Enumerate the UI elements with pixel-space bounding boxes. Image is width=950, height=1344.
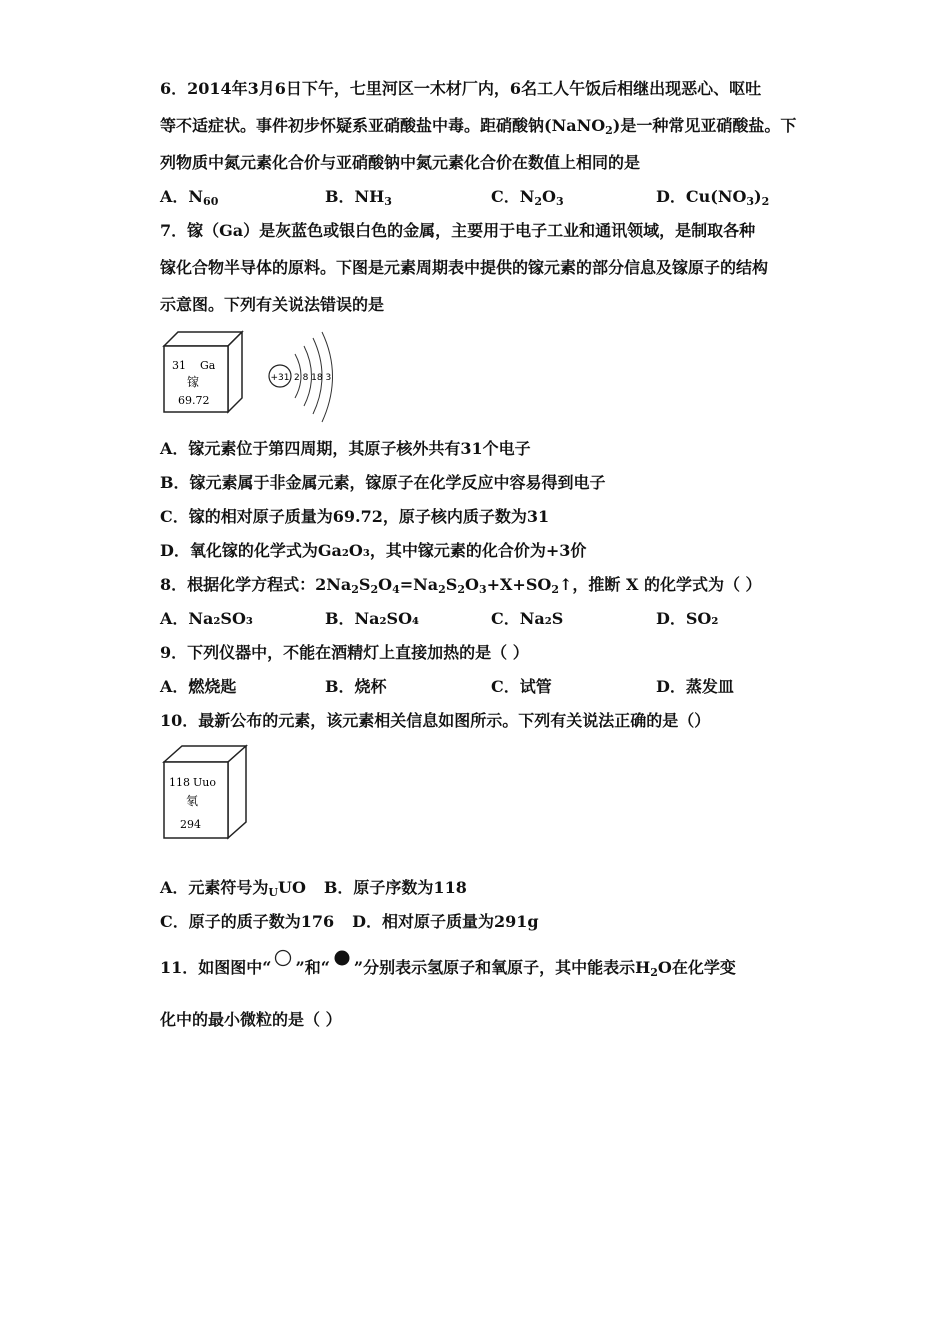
q8-option-b: B．Na₂SO₄ [325,609,420,628]
q8-sub-1: 2 [351,583,359,596]
q8-option-a: A．Na₂SO₃ [160,609,253,628]
q8-text-f: O [465,575,479,594]
q8-sub-4: 2 [438,583,446,596]
q9-option-c: C．试管 [491,677,552,696]
gallium-number: 31 [172,359,186,372]
oganesson-symbol: Uuo [193,776,216,789]
q6-line-2-text: 等不适症状。事件初步怀疑系亚硝酸盐中毒。距硝酸钠(NaNO [160,116,606,135]
q8-sub-6: 3 [478,583,487,596]
q10-line-1: 10．最新公布的元素，该元素相关信息如图所示。下列有关说法正确的是（） [160,711,711,730]
q7-option-b: B．镓元素属于非金属元素，镓原子在化学反应中容易得到电子 [160,473,606,492]
oxygen-atom-icon [330,957,354,979]
q9-line-1: 9．下列仪器中，不能在酒精灯上直接加热的是（ ） [160,643,529,662]
gallium-shells: 2 8 18 3 [294,373,332,383]
q6-line-2-sub: 2 [605,124,613,137]
q6-option-c-text: C．N [491,187,535,206]
q6-option-d [656,186,769,213]
oganesson-mass: 294 [180,818,201,831]
q6-option-a [160,186,218,213]
q6-option-d-text: D．Cu(NO [656,187,747,206]
q11-text-a: 11．如图图中“ [160,958,272,977]
q6-option-c-mid: O [542,187,556,206]
q6-option-a-text: A．N [160,187,204,206]
q8-text-c: O [378,575,393,594]
q6-option-b-sub: 3 [384,195,392,208]
q11-line-2: 化中的最小微粒的是（ ） [160,1010,342,1029]
q8-text-e: S [445,575,458,594]
q8-text-a: 8．根据化学方程式：2Na [160,575,352,594]
q8-option-c: C．Na₂S [491,609,564,628]
q6-option-a-sub: 60 [203,195,219,208]
gallium-element-card [160,328,250,414]
oganesson-name: 氡 [186,794,199,808]
q11-text-d: O在化学变 [657,958,736,977]
q8-sub-7: 2 [551,583,559,596]
q8-sub-2: 2 [370,583,379,596]
q7-line-2: 镓化合物半导体的原料。下图是元素周期表中提供的镓元素的部分信息及镓原子的结构 [160,258,769,277]
q7-line-3: 示意图。下列有关说法错误的是 [160,295,385,314]
q9-option-d: D．蒸发皿 [656,677,734,696]
q8-option-d: D．SO₂ [656,609,719,628]
q10-option-d: D．相对原子质量为291g [352,912,539,931]
q6-option-d-sub: 3 [746,195,755,208]
q9-option-a: A．燃烧匙 [160,677,237,696]
q6-line-2-tail: )是一种常见亚硝酸盐。下 [612,116,797,135]
q8-text-g: +X+SO [486,575,552,594]
q11-text-b: ”和“ [295,958,330,977]
q11-text-c: ”分别表示氢原子和氧原子，其中能表示H [353,958,651,977]
q8-text-b: S [358,575,371,594]
oganesson-element-card [160,742,252,842]
q10-option-a-tail: UO [278,878,306,897]
gallium-mass: 69.72 [178,394,210,407]
hydrogen-atom-icon [271,957,295,979]
q7-line-1: 7．镓（Ga）是灰蓝色或银白色的金属，主要用于电子工业和通讯领域，是制取各种 [160,221,756,240]
q11-line-1 [160,957,736,984]
q10-option-row-1 [160,877,467,904]
q6-line-2 [160,115,796,142]
q8-line-1 [160,574,762,601]
q6-option-d-sub2: 2 [761,195,770,208]
q6-option-c-sub: 2 [534,195,543,208]
q8-text-d: =Na [399,575,439,594]
q6-line-1: 6．2014年3月6日下午，七里河区一木材厂内，6名工人午饭后相继出现恶心、呕吐 [160,79,762,98]
q11-sub: 2 [650,966,658,979]
q9-option-b: B．烧杯 [325,677,387,696]
q7-option-d: D．氧化镓的化学式为Ga₂O₃，其中镓元素的化合价为+3价 [160,541,587,560]
gallium-name: 镓 [187,375,200,389]
oganesson-number: 118 [169,776,190,789]
q10-option-a-sub: U [268,886,279,899]
q10-option-b: B．原子序数为118 [323,878,467,897]
q6-option-c-sub2: 3 [555,195,564,208]
q10-option-c: C．原子的质子数为176 [160,912,335,931]
q7-option-c: C．镓的相对原子质量为69.72，原子核内质子数为31 [160,507,550,526]
gallium-symbol: Ga [200,359,216,372]
q8-sub-5: 2 [457,583,466,596]
q7-option-a: A．镓元素位于第四周期，其原子核外共有31个电子 [160,439,531,458]
q10-option-row-2 [160,911,539,933]
q8-text-h: ↑，推断 X 的化学式为（ ） [558,575,762,594]
q6-option-d-tail: ) [754,187,762,206]
q6-option-b [325,186,392,213]
q8-sub-3: 4 [392,583,400,596]
q6-option-c [491,186,564,213]
q6-option-b-text: B．NH [325,187,385,206]
gallium-nucleus: +31 [270,373,290,383]
gallium-atom-diagram [264,330,344,426]
q6-line-3: 列物质中氮元素化合价与亚硝酸钠中氮元素化合价在数值上相同的是 [160,153,641,172]
q10-option-a: A．元素符号为 [160,878,269,897]
